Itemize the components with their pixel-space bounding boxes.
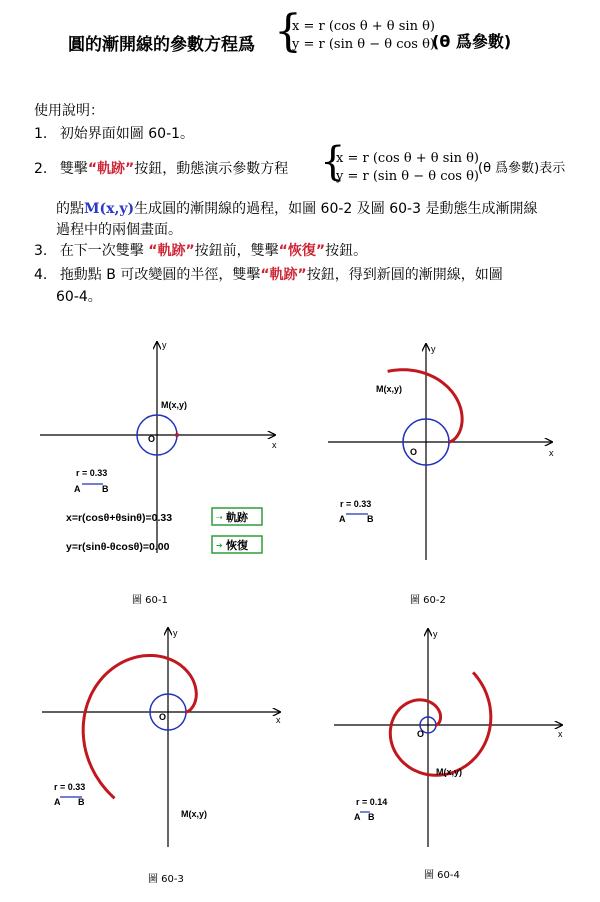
origin-label: O [159, 712, 167, 722]
item-text: 生成圓的漸開線的過程，如圖 60-2 及圖 60-3 是動態生成漸開線 [134, 201, 538, 217]
usage-item-4 [34, 264, 503, 286]
figure-caption: 圖 60-1 [132, 595, 168, 606]
y-axis-label: y [162, 340, 167, 350]
figure-caption: 圖 60-4 [424, 870, 460, 881]
y-axis-label: y [433, 629, 438, 639]
item-text: 在下一次雙擊 [59, 243, 144, 259]
x-axis-label: x [549, 448, 554, 458]
title-prefix: 圓的漸開線的參數方程爲 [68, 35, 255, 55]
trace-button-arrow-icon: ⇢ [216, 513, 223, 522]
trace-button-label: 軌跡 [226, 512, 248, 524]
item-text: 按鈕。 [325, 243, 368, 259]
usage-item-2 [34, 158, 288, 180]
y-readout: y=r(sinθ-θcosθ)=0.00 [66, 541, 170, 553]
usage-item-1 [34, 123, 194, 145]
point-m-label: M(x,y) [161, 400, 188, 410]
usage-item-2-line3: 過程中的兩個畫面。 [56, 222, 182, 238]
title-suffix: (θ 爲參數) [432, 32, 512, 51]
usage-heading: 使用說明： [34, 103, 104, 119]
figure-60-2 [322, 340, 562, 565]
x-readout: x=r(cosθ+θsinθ)=0.33 [66, 512, 173, 524]
involute-curve [390, 672, 491, 775]
point-m-label: M(x,y) [376, 384, 403, 394]
item2-suffix: (θ 爲參數)表示 [478, 161, 566, 176]
point-a-label: A [354, 812, 361, 822]
usage-item-4-line2: 60-4。 [56, 289, 102, 305]
page-title [68, 30, 255, 55]
x-axis-label: x [272, 440, 277, 450]
restore-button-label: 恢復 [226, 540, 248, 552]
item-number: 4. [34, 267, 48, 283]
item-number: 1. [34, 126, 48, 142]
point-m-ref: M(x,y) [84, 201, 135, 217]
trace-button-ref: “軌跡” [148, 243, 195, 259]
point-m[interactable] [175, 433, 179, 437]
restore-button-arrow-icon: ➔ [216, 541, 223, 550]
point-m-label: M(x,y) [436, 767, 463, 777]
point-a-label: A [339, 514, 346, 524]
figure-caption: 圖 60-2 [410, 595, 446, 606]
item-text: 按鈕，得到新圓的漸開線，如圖 [306, 267, 503, 283]
item2-equation [336, 150, 479, 186]
trace-button-ref: “軌跡” [87, 161, 135, 177]
trace-button-ref: “軌跡” [260, 267, 307, 283]
point-b-label[interactable]: B [102, 484, 109, 494]
item-text: 的點 [56, 201, 84, 217]
item2-eq-y: y = r (sin θ − θ cos θ) [336, 169, 480, 184]
title-brace: { [274, 6, 302, 57]
point-b-label[interactable]: B [368, 812, 375, 822]
origin-label: O [410, 447, 418, 457]
figure-60-4 [330, 625, 570, 850]
item-text: 按鈕前，雙擊 [194, 243, 279, 259]
figure-60-1 [30, 338, 290, 558]
title-eq-y: y = r (sin θ − θ cos θ) [292, 37, 436, 52]
figure-60-3 [40, 625, 290, 850]
usage-item-2-line2 [56, 198, 537, 220]
point-a-label: A [74, 484, 81, 494]
radius-label: r = 0.33 [340, 499, 372, 509]
y-axis-label: y [173, 628, 178, 638]
origin-label: O [417, 729, 425, 739]
item-text: 初始界面如圖 60-1。 [59, 126, 195, 142]
title-equation [292, 18, 435, 54]
trace-button[interactable] [212, 508, 262, 525]
point-b-label[interactable]: B [367, 514, 374, 524]
radius-label: r = 0.33 [76, 468, 108, 478]
item-number: 2. [34, 161, 48, 177]
item-text: 雙擊 [59, 161, 88, 177]
point-b-label[interactable]: B [78, 797, 85, 807]
involute-curve [388, 370, 463, 442]
x-axis-label: x [558, 729, 563, 739]
point-a-label: A [54, 797, 61, 807]
item-text: 按鈕，動態演示參數方程 [134, 161, 289, 177]
radius-label: r = 0.33 [54, 782, 86, 792]
item2-eq-x: x = r (cos θ + θ sin θ) [336, 151, 479, 166]
item2-brace: { [320, 139, 346, 185]
item-number: 3. [34, 243, 48, 259]
origin-label: O [148, 434, 156, 444]
restore-button-ref: “恢復” [278, 243, 326, 259]
title-eq-x: x = r (cos θ + θ sin θ) [292, 19, 435, 34]
figure-caption: 圖 60-3 [148, 874, 184, 885]
usage-item-3 [34, 240, 367, 262]
x-axis-label: x [276, 715, 281, 725]
restore-button[interactable] [212, 536, 262, 553]
point-m-label: M(x,y) [181, 809, 208, 819]
item-text: 拖動點 B 可改變圓的半徑，雙擊 [59, 267, 261, 283]
y-axis-label: y [431, 344, 436, 354]
radius-label: r = 0.14 [356, 797, 388, 807]
